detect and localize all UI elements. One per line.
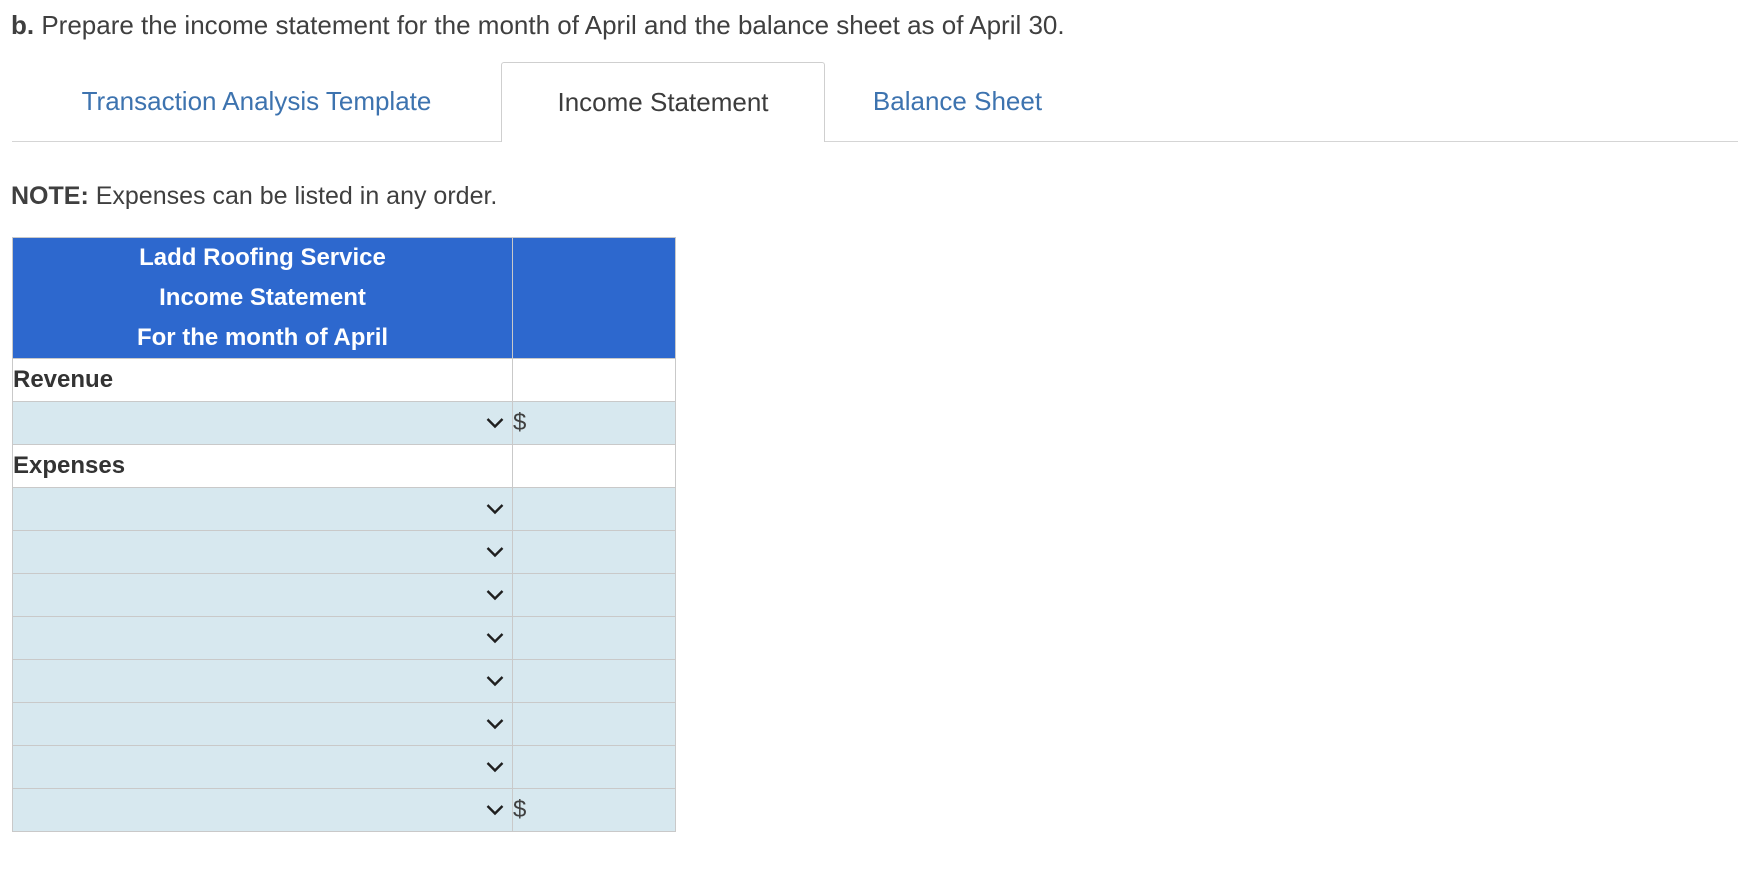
- chevron-down-icon: [486, 418, 504, 429]
- tab-label: Balance Sheet: [872, 86, 1043, 116]
- dollar-sign: $: [513, 409, 527, 436]
- expense-amount-input[interactable]: [513, 703, 676, 746]
- income-statement-table: [12, 237, 676, 832]
- table-row: [13, 617, 676, 660]
- statement-period: For the month of April: [136, 324, 389, 351]
- chevron-down-icon: [486, 805, 504, 816]
- prompt-body: Prepare the income statement for the month of April and the balance sheet as of April 30.: [34, 10, 1065, 40]
- expense-account-select[interactable]: [13, 617, 513, 660]
- expense-account-select[interactable]: [13, 660, 513, 703]
- table-row: [13, 660, 676, 703]
- empty-cell: [513, 445, 676, 488]
- net-income-select[interactable]: [13, 789, 513, 832]
- total-expenses-select[interactable]: [13, 746, 513, 789]
- table-row: [13, 445, 676, 488]
- table-row: [13, 789, 676, 832]
- tab-income-statement[interactable]: [501, 62, 825, 142]
- table-row: [13, 488, 676, 531]
- expense-account-select[interactable]: [13, 574, 513, 617]
- expense-amount-input[interactable]: [513, 574, 676, 617]
- net-income-amount-input[interactable]: [513, 789, 676, 832]
- expense-account-select[interactable]: [13, 488, 513, 531]
- empty-cell: [513, 359, 676, 402]
- tab-label: Income Statement: [557, 87, 769, 117]
- statement-header-spacer: [513, 238, 676, 359]
- chevron-down-icon: [486, 504, 504, 515]
- chevron-down-icon: [486, 633, 504, 644]
- prompt-text: [11, 8, 1738, 42]
- tab-strip: [12, 62, 1738, 142]
- note-body: Expenses can be listed in any order.: [88, 182, 498, 210]
- table-row: [13, 402, 676, 445]
- total-expenses-amount-input[interactable]: [513, 746, 676, 789]
- expense-amount-input[interactable]: [513, 488, 676, 531]
- chevron-down-icon: [486, 590, 504, 601]
- revenue-account-select[interactable]: [13, 402, 513, 445]
- tab-strip-filler: [1090, 62, 1738, 141]
- dollar-sign: $: [513, 796, 527, 823]
- chevron-down-icon: [486, 676, 504, 687]
- tab-label: Transaction Analysis Template: [81, 86, 432, 116]
- expense-account-select[interactable]: [13, 703, 513, 746]
- prompt-letter: b.: [11, 10, 35, 40]
- statement-header-row: [13, 238, 676, 359]
- expense-amount-input[interactable]: [513, 660, 676, 703]
- expense-amount-input[interactable]: [513, 531, 676, 574]
- expense-account-select[interactable]: [13, 531, 513, 574]
- table-row: [13, 746, 676, 789]
- tab-transaction-analysis-template[interactable]: [12, 62, 501, 141]
- table-row: [13, 359, 676, 402]
- table-row: [13, 703, 676, 746]
- revenue-section-label: Revenue: [13, 359, 513, 402]
- chevron-down-icon: [486, 719, 504, 730]
- company-name: Ladd Roofing Service: [139, 244, 386, 271]
- table-row: [13, 574, 676, 617]
- note-label: NOTE:: [11, 182, 89, 210]
- expense-amount-input[interactable]: [513, 617, 676, 660]
- chevron-down-icon: [486, 547, 504, 558]
- revenue-amount-input[interactable]: [513, 402, 676, 445]
- statement-name: Income Statement: [159, 284, 366, 311]
- chevron-down-icon: [486, 762, 504, 773]
- statement-header-title: [13, 238, 513, 359]
- tab-balance-sheet[interactable]: [825, 62, 1090, 141]
- note-text: [11, 180, 1738, 213]
- table-row: [13, 531, 676, 574]
- expenses-section-label: Expenses: [13, 445, 513, 488]
